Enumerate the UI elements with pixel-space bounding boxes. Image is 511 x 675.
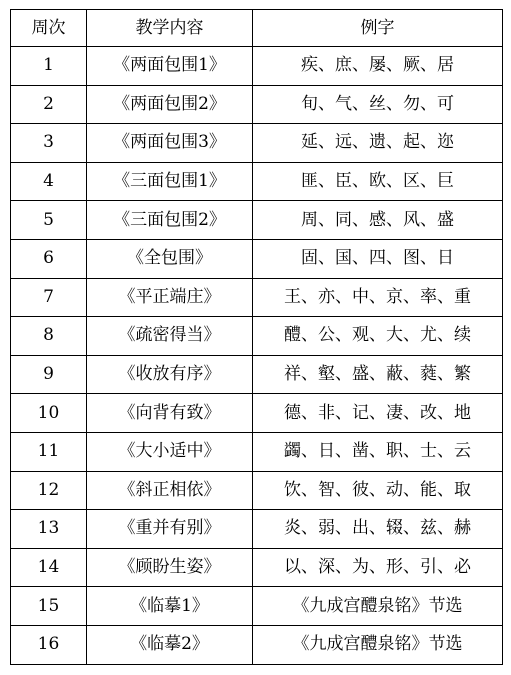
table-row: [11, 162, 503, 201]
examples-cell: 延、远、遗、起、迩: [253, 124, 503, 163]
week-cell: 6: [11, 239, 87, 278]
examples-cell: 饮、智、彼、动、能、取: [253, 471, 503, 510]
content-cell: 《临摹1》: [87, 587, 253, 626]
table-row: [11, 625, 503, 664]
week-cell: 14: [11, 548, 87, 587]
examples-cell: 固、国、四、图、日: [253, 239, 503, 278]
table-row: [11, 548, 503, 587]
week-cell: 16: [11, 625, 87, 664]
content-cell: 《两面包围1》: [87, 47, 253, 86]
content-cell: 《斜正相依》: [87, 471, 253, 510]
examples-cell: 炎、弱、出、辍、兹、赫: [253, 510, 503, 549]
table-row: [11, 355, 503, 394]
week-cell: 10: [11, 394, 87, 433]
table-row: [11, 317, 503, 356]
table-row: [11, 201, 503, 240]
examples-cell: 周、同、感、风、盛: [253, 201, 503, 240]
teaching-schedule-table: [10, 9, 503, 665]
table-row: [11, 85, 503, 124]
table-row: [11, 587, 503, 626]
examples-cell: 王、亦、中、京、率、重: [253, 278, 503, 317]
examples-cell: 以、深、为、形、引、必: [253, 548, 503, 587]
week-cell: 8: [11, 317, 87, 356]
header-week: 周次: [11, 10, 87, 47]
week-cell: 5: [11, 201, 87, 240]
table-row: [11, 278, 503, 317]
week-cell: 2: [11, 85, 87, 124]
week-cell: 15: [11, 587, 87, 626]
content-cell: 《临摹2》: [87, 625, 253, 664]
week-cell: 3: [11, 124, 87, 163]
examples-cell: 醴、公、观、大、尤、续: [253, 317, 503, 356]
content-cell: 《疏密得当》: [87, 317, 253, 356]
header-content: 教学内容: [87, 10, 253, 47]
examples-cell: 旬、气、丝、勿、可: [253, 85, 503, 124]
examples-cell: 匪、臣、欧、区、巨: [253, 162, 503, 201]
content-cell: 《收放有序》: [87, 355, 253, 394]
table-row: [11, 394, 503, 433]
content-cell: 《向背有致》: [87, 394, 253, 433]
content-cell: 《大小适中》: [87, 432, 253, 471]
week-cell: 11: [11, 432, 87, 471]
table-body: [11, 47, 503, 665]
examples-cell: 《九成宫醴泉铭》节选: [253, 625, 503, 664]
content-cell: 《重并有别》: [87, 510, 253, 549]
week-cell: 1: [11, 47, 87, 86]
content-cell: 《三面包围1》: [87, 162, 253, 201]
week-cell: 12: [11, 471, 87, 510]
examples-cell: 《九成宫醴泉铭》节选: [253, 587, 503, 626]
table-row: [11, 124, 503, 163]
content-cell: 《顾盼生姿》: [87, 548, 253, 587]
table-header: [11, 10, 503, 47]
table-row: [11, 510, 503, 549]
content-cell: 《平正端庄》: [87, 278, 253, 317]
examples-cell: 蠲、日、凿、职、士、云: [253, 432, 503, 471]
table-row: [11, 432, 503, 471]
week-cell: 13: [11, 510, 87, 549]
content-cell: 《全包围》: [87, 239, 253, 278]
week-cell: 7: [11, 278, 87, 317]
header-row: [11, 10, 503, 47]
table-row: [11, 239, 503, 278]
table-row: [11, 47, 503, 86]
week-cell: 4: [11, 162, 87, 201]
examples-cell: 疾、庶、屡、厥、居: [253, 47, 503, 86]
week-cell: 9: [11, 355, 87, 394]
table-row: [11, 471, 503, 510]
header-examples: 例字: [253, 10, 503, 47]
content-cell: 《两面包围3》: [87, 124, 253, 163]
examples-cell: 德、非、记、凄、改、地: [253, 394, 503, 433]
content-cell: 《三面包围2》: [87, 201, 253, 240]
examples-cell: 祥、壑、盛、蔽、蕤、繁: [253, 355, 503, 394]
content-cell: 《两面包围2》: [87, 85, 253, 124]
